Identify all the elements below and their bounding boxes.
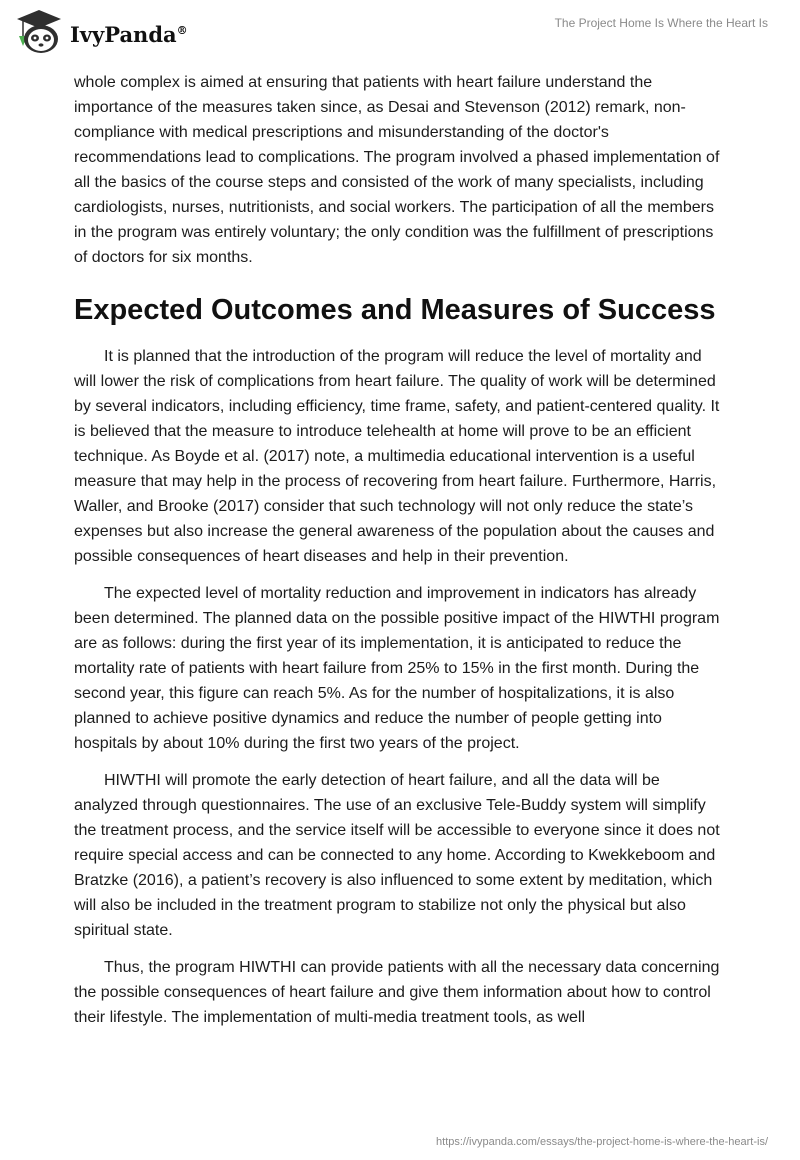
- panda-logo-icon: [14, 8, 64, 56]
- ivypanda-logo[interactable]: [14, 8, 188, 56]
- essay-content: [74, 70, 726, 1042]
- intro-paragraph: whole complex is aimed at ensuring that patients with heart failure understand the importance of the measures taken since, as Desai and Stevenson (2012) remark, non-compliance with medical prescriptions and misunderstanding of the doctor's recommendations lead to complications. The program involved a phased implementation of all the basics of the course steps and consisted of the work of many specialists, including cardiologists, nurses, nutritionists, and social workers. The participation of all the members in the program was entirely voluntary; the only condition was the fulfillment of prescriptions of doctors for six months.: [74, 74, 720, 266]
- body-paragraph: It is planned that the introduction of the program will reduce the level of mortality and will lower the risk of complications from heart failure. The quality of work will be determined by several indicators, including efficiency, time frame, safety, and patient-centered quality. It is believed that the measure to introduce telehealth at home will prove to be an efficient technique. As Boyde et al. (2017) note, a multimedia educational intervention is a useful measure that may help in the process of recovering from heart failure. Furthermore, Harris, Waller, and Brooke (2017) consider that such technology will not only reduce the state’s expenses but also increase the general awareness of the population about the causes and possible consequences of heart diseases and help in their prevention.: [74, 348, 720, 565]
- document-title: The Project Home Is Where the Heart Is: [554, 16, 768, 30]
- brand-name: IvyPanda®: [70, 21, 188, 47]
- body-paragraph: Thus, the program HIWTHI can provide patients with all the necessary data concerning the possible consequences of heart failure and give them information about how to control their lifestyle. The implementation of multi-media treatment tools, as well: [74, 959, 720, 1026]
- body-paragraph: The expected level of mortality reduction and improvement in indicators has already been determined. The planned data on the possible positive impact of the HIWTHI program are as follows: during the first year of its implementation, it is anticipated to reduce the mortality rate of patients with heart failure from 25% to 15% in the first month. During the second year, this figure can reach 5%. As for the number of hospitalizations, it is also planned to achieve positive dynamics and reduce the number of people getting into hospitals by about 10% during the first two years of the project.: [74, 585, 720, 752]
- section-heading: Expected Outcomes and Measures of Success: [74, 294, 716, 326]
- body-paragraph: HIWTHI will promote the early detection of heart failure, and all the data will be analyzed through questionnaires. The use of an exclusive Tele-Buddy system will simplify the treatment process, and the service itself will be accessible to everyone since it does not require special access and can be connected to any home. According to Kwekkeboom and Bratzke (2016), a patient’s recovery is also influenced to some extent by meditation, which will also be included in the treatment program to stabilize not only the physical but also spiritual state.: [74, 772, 720, 939]
- source-url-link[interactable]: https://ivypanda.com/essays/the-project-home-is-where-the-heart-is/: [436, 1136, 768, 1148]
- page-header: [0, 0, 800, 70]
